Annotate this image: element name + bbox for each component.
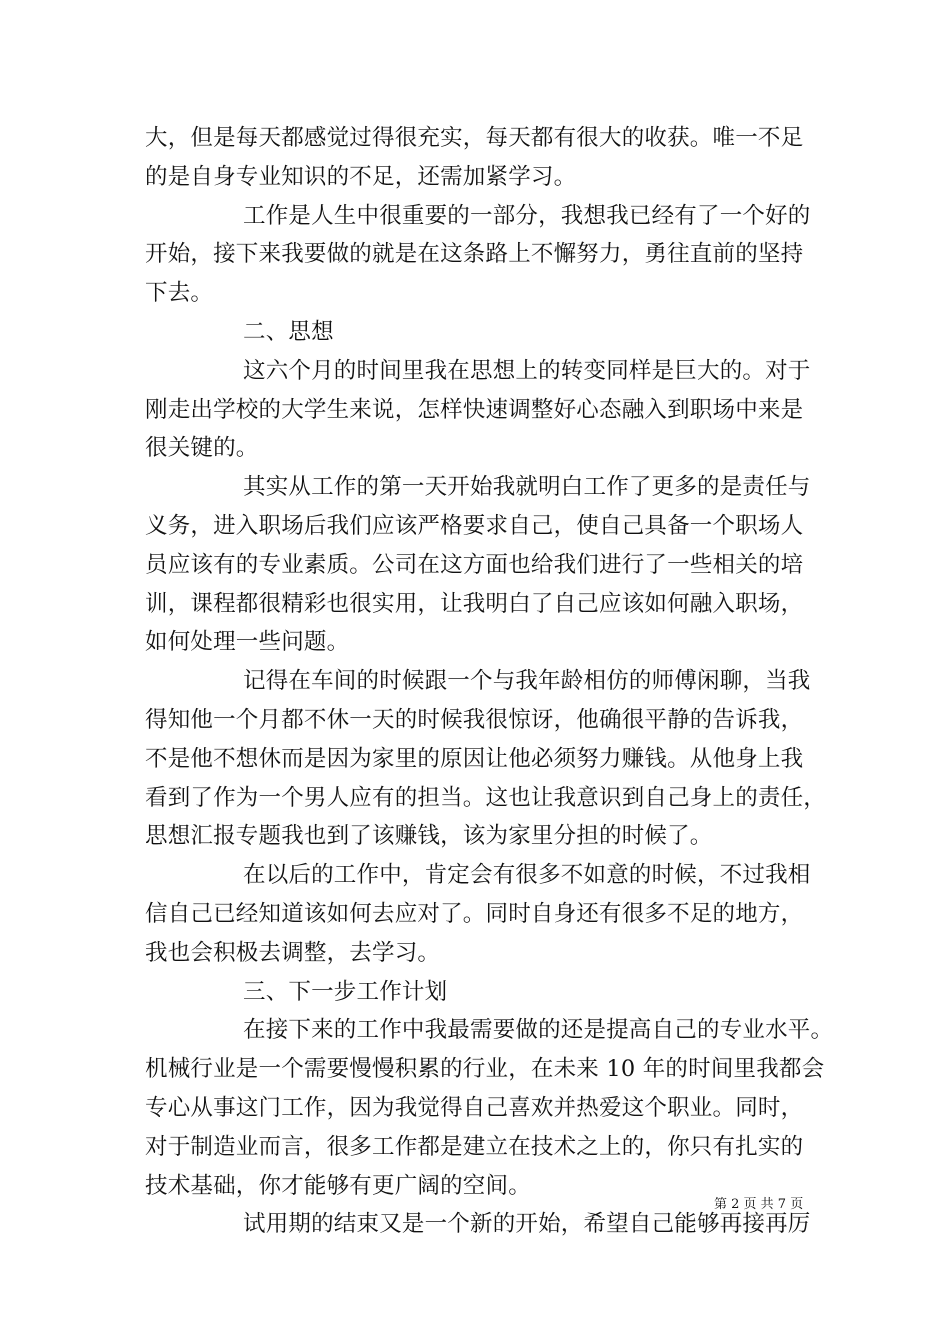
text-line: 记得在车间的时候跟一个与我年龄相仿的师傅闲聊，当我 [243, 668, 811, 695]
text-line: 我也会积极去调整，去学习。 [145, 939, 441, 966]
text-line: 下去。 [145, 280, 214, 307]
text-line: 工作是人生中很重要的一部分，我想我已经有了一个好的 [243, 202, 811, 229]
text-line: 专心从事这门工作，因为我觉得自己喜欢并热爱这个职业。同时， [145, 1094, 804, 1121]
text-line: 看到了作为一个男人应有的担当。这也让我意识到自己身上的责任， [145, 784, 827, 811]
text-line: 如何处理一些问题。 [145, 629, 350, 656]
text-line: 训，课程都很精彩也很实用，让我明白了自己应该如何融入职场， [145, 590, 804, 617]
text-line: 义务，进入职场后我们应该严格要求自己，使自己具备一个职场人 [145, 512, 804, 539]
text-line: 员应该有的专业素质。公司在这方面也给我们进行了一些相关的培 [145, 551, 804, 578]
text-line: 对于制造业而言，很多工作都是建立在技术之上的，你只有扎实的 [145, 1133, 804, 1160]
text-line: 机械行业是一个需要慢慢积累的行业，在未来 10 年的时间里我都会 [145, 1056, 825, 1083]
text-line: 技术基础，你才能够有更广阔的空间。 [145, 1172, 531, 1199]
text-line: 不是他不想休而是因为家里的原因让他必须努力赚钱。从他身上我 [145, 745, 804, 772]
text-line: 刚走出学校的大学生来说，怎样快速调整好心态融入到职场中来是 [145, 396, 804, 423]
text-line: 的是自身专业知识的不足，还需加紧学习。 [145, 163, 577, 190]
text-line: 大，但是每天都感觉过得很充实，每天都有很大的收获。唯一不足 [145, 125, 804, 151]
text-line: 信自己已经知道该如何去应对了。同时自身还有很多不足的地方， [145, 900, 804, 927]
text-line: 很关键的。 [145, 435, 259, 462]
page-number-footer: 第 2 页 共 7 页 [714, 1197, 804, 1212]
text-line: 思想汇报专题我也到了该赚钱，该为家里分担的时候了。 [145, 823, 713, 850]
text-line: 试用期的结束又是一个新的开始，希望自己能够再接再厉 [243, 1211, 811, 1238]
text-line: 在接下来的工作中我最需要做的还是提高自己的专业水平。 [243, 1017, 834, 1044]
text-line: 得知他一个月都不休一天的时候我很惊讶，他确很平静的告诉我， [145, 706, 804, 733]
text-line: 三、下一步工作计划 [243, 978, 448, 1005]
text-line: 开始，接下来我要做的就是在这条路上不懈努力，勇往直前的坚持 [145, 241, 804, 268]
text-line: 这六个月的时间里我在思想上的转变同样是巨大的。对于 [243, 357, 811, 384]
body-text [145, 119, 834, 1244]
text-line: 其实从工作的第一天开始我就明白工作了更多的是责任与 [243, 474, 811, 501]
text-line: 二、思想 [243, 318, 334, 345]
text-line: 在以后的工作中，肯定会有很多不如意的时候，不过我相 [243, 862, 811, 889]
